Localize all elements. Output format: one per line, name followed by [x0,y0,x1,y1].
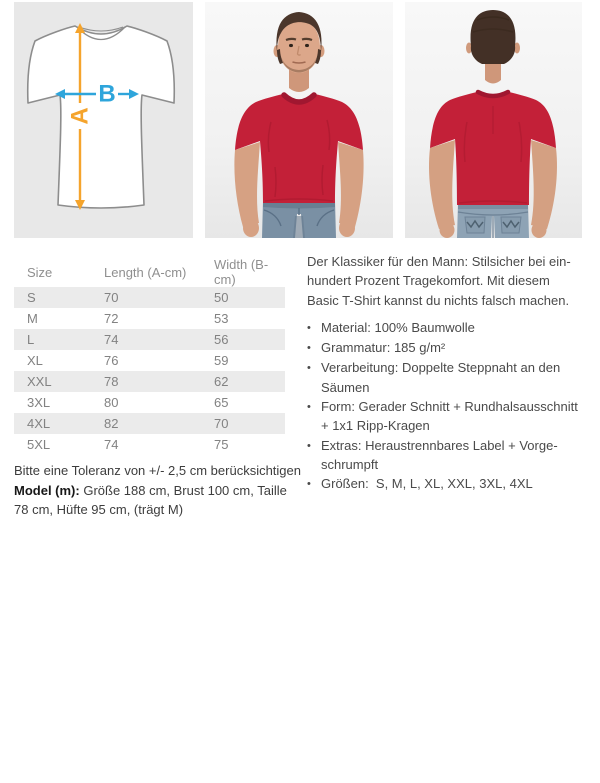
size-row-xxl: XXL 78 62 [14,371,285,392]
spec-item-verarbeitung: • Verarbeitung: Doppelte Steppnaht an den Säumen [307,358,599,397]
description-intro [307,252,599,310]
intro-line: Der Klassiker für den Mann: Stilsicher bei ein- [307,254,571,269]
col-header-width: Width (B-cm) [214,257,269,287]
model-line [14,481,324,501]
size-row-4xl: 4XL 82 70 [14,413,285,434]
model-line-2: 78 cm, Hüfte 95 cm, (trägt M) [14,502,184,517]
product-description [307,252,599,495]
size-row-l: L 74 56 [14,329,285,350]
bullet-icon: • [307,321,311,334]
size-row-xl: XL 76 59 [27,353,229,368]
label-b: B [98,80,116,108]
col-header-length: Length (A-cm) [104,264,187,280]
size-table [14,257,285,455]
back-photo-image [405,2,582,238]
label-a: A [66,107,94,125]
front-photo-image [205,2,393,238]
bullet-icon: • [307,401,311,414]
spec-item-groessen: • Größen: S, M, L, XL, XXL, 3XL, 4XL [307,474,599,494]
front-photo-svg [205,2,393,238]
bullet-icon: • [307,439,311,452]
bullet-icon: • [307,362,311,375]
size-row-m: M 72 53 [27,311,229,326]
model-label: Model (m): [14,482,80,498]
intro-line: Basic T-Shirt kannst du nichts falsch machen. [307,292,570,308]
spec-item-grammatur: • Grammatur: 185 g/m² [307,338,599,358]
spec-item-material: • Material: 100% Baumwolle [307,318,599,338]
size-row-5xl: 5XL 74 75 [27,437,229,452]
intro-line: hundert Prozent Tragekomfort. Mit diesem [307,273,550,289]
spec-item-extras: • Extras: Heraustrennbares Label + Vorge- schrumpft [307,436,599,475]
tolerance-note [14,461,324,520]
col-header-size: Size [27,264,53,280]
model-measurements: Größe 188 cm, Brust 100 cm, Taille [79,482,287,498]
back-photo-svg [405,2,582,238]
bullet-icon: • [307,342,311,355]
size-row-3xl: 3XL 80 65 [27,395,229,410]
size-row-s: S 70 50 [14,287,285,308]
spec-item-form: • Form: Gerader Schnitt + Rundhalsausschnitt + 1x1 Ripp-Kragen [307,397,599,436]
bullet-icon: • [307,478,311,491]
size-diagram-svg [14,2,193,238]
size-table-header-row [14,257,285,287]
size-diagram-image [14,2,193,238]
spec-list [307,318,599,495]
tolerance-line: Bitte eine Toleranz von +/- 2,5 cm berücksichtigen [14,463,301,478]
